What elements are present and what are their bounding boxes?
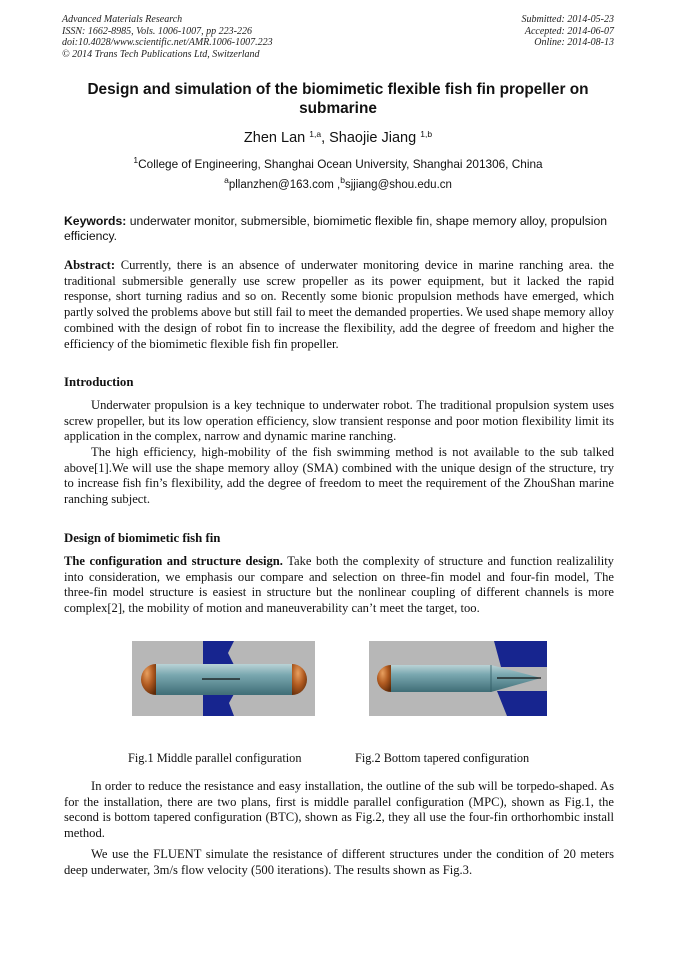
author-affil-sup: 1,b [420,129,433,139]
author-emails [62,175,614,193]
design-paragraph-3: We use the FLUENT simulate the resistance of different structures under the condition of 20 meters deep underwater, 3m/s flow velocity (500 iterations). The results shown as Fig.3. [64,847,614,877]
abstract-label: Abstract: [64,258,116,272]
journal-header-right [522,14,615,49]
accepted-date: Accepted: 2014-06-07 [524,25,614,37]
intro-paragraph-2: The high efficiency, high-mobility of the fish swimming method is not available to the sub talked above[1].We will use the shape memory alloy (SMA) combined with the unique design of the structure, try to increase fish fin’s flexibility, add the degree of freedom to meet the requirement of the ZhouShan marine ranching subject. [64,445,614,507]
top-fin [494,641,547,667]
email-separator: , [333,179,341,191]
figure-1-caption: Fig.1 Middle parallel configuration [128,751,302,765]
abstract-text: Currently, there is an absence of underwater monitoring device in marine ranching area. the traditional submersible generally use screw propeller as its power equipment, but it lacked the rapid response, short turning radius and so on. Recently some bionic propulsion methods have emerged, which partly solved the problems above but still fail to meet the demanded properties. We used shape memory alloy combined with the design of robot fin to increase the flexibility, add the degree of freedom and higher the efficiency of the biomimetic flexible fish fin propeller. [64,258,614,351]
keywords-label: Keywords: [64,214,127,228]
figure-2-caption: Fig.2 Bottom tapered configuration [355,751,530,765]
bottom-tapered-submarine-drawing [369,641,547,716]
affiliation-text: College of Engineering, Shanghai Ocean University, Shanghai 201306, China [138,157,543,171]
submitted-date: Submitted: 2014-05-23 [521,14,614,25]
figure-1-image [132,641,315,716]
journal-header-left [62,14,273,60]
doi-line: doi:10.4028/www.scientific.net/AMR.1006-1007.223 [62,37,273,48]
design-paragraph-1 [64,554,614,617]
online-date: Online: 2014-08-13 [534,37,614,48]
email-sup: a [224,175,229,185]
paper-title: Design and simulation of the biomimetic flexible fish fin propeller on submarine [87,81,589,117]
section-heading-introduction: Introduction [64,375,134,389]
middle-parallel-submarine-drawing [132,641,315,716]
author-affil-sup: 1,a [309,129,322,139]
abstract [64,258,614,352]
copyright-line: © 2014 Trans Tech Publications Ltd, Switzerland [62,48,260,60]
affiliation-sup: 1 [133,155,139,165]
keywords-text: underwater monitor, submersible, biomimetic flexible fin, shape memory alloy, propulsion efficiency. [64,214,608,243]
author-name: Shaojie Jiang [329,130,417,146]
design-paragraph-2: In order to reduce the resistance and easy installation, the outline of the sub will be torpedo-shaped. As for the installation, there are two plans, first is middle parallel configuration (MPC), shown as Fig.1, the second is bottom tapered configuration (BTC), shown as Fig.2, they all use the four-fin orthorhombic install method. [64,779,614,841]
affiliation [62,157,614,172]
intro-paragraph-1: Underwater propulsion is a key technique to underwater robot. The traditional propulsion system uses screw propeller, but its low operation efficiency, slow transient response and poor motion flexibility limit its application in the complex, narrow and dynamic marine ranching. [64,398,614,444]
email-sup: b [340,175,345,185]
bottom-fin [203,694,234,716]
author-line [62,129,614,147]
design-paragraph-1-text: Take both the complexity of structure and function realizalility into consideration, we emphasis our compare and selection on three-fin model and four-fin model, The three-fin model structure is easiest in structure but the nonlinear coupling of different channels is more complex[2], the mobility of motion and maneuverability can’t meet the target, too. [64,554,614,616]
section-heading-design: Design of biomimetic fish fin [64,531,221,545]
issn-line: ISSN: 1662-8985, Vols. 1006-1007, pp 223-226 [62,25,252,37]
author-separator: , [321,130,330,146]
keywords [64,214,614,244]
journal-name: Advanced Materials Research [62,14,183,25]
subsection-lead: The configuration and structure design. [64,554,283,568]
email-link[interactable]: sjjiang@shou.edu.cn [344,179,452,191]
figure-2-image [369,641,547,716]
email-link[interactable]: pllanzhen@163.com [228,179,334,191]
author-name: Zhen Lan [243,130,306,146]
